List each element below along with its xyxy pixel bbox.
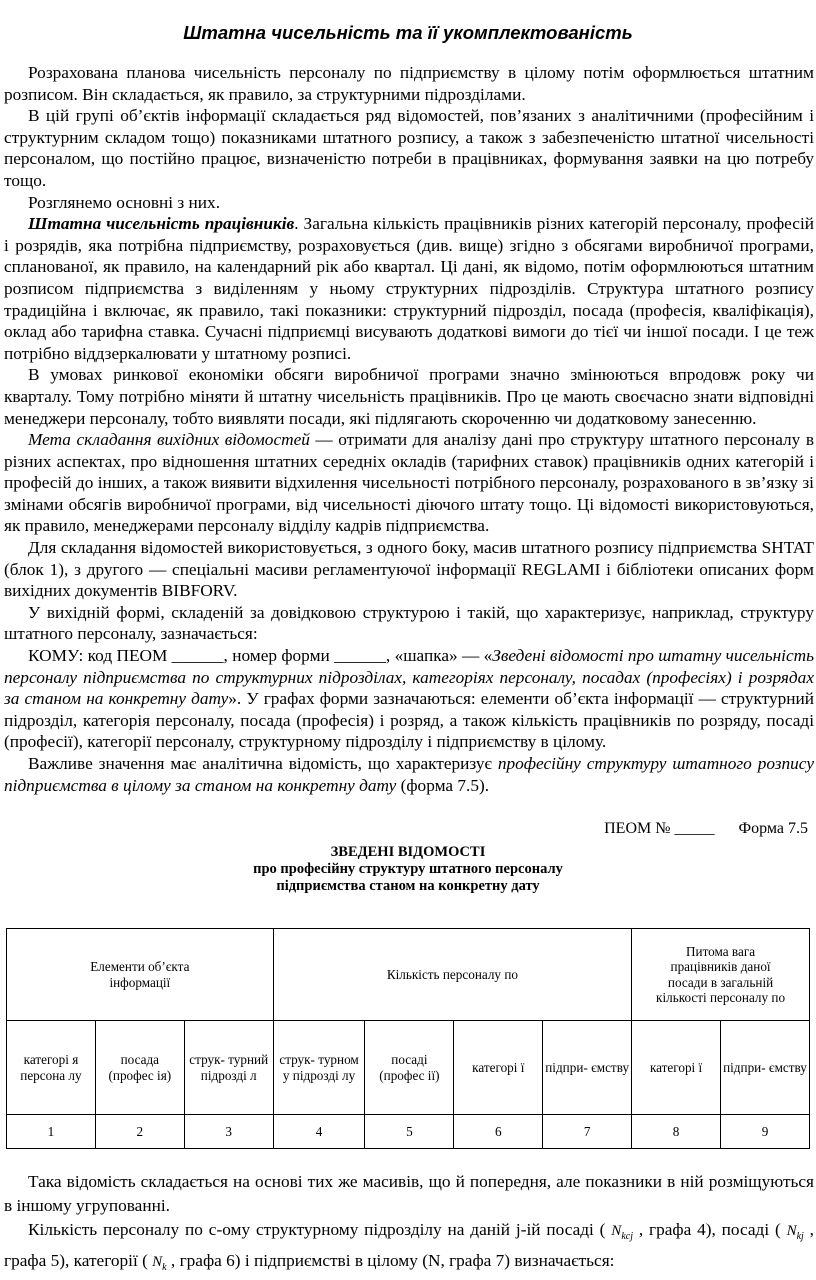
paragraph-5: В умовах ринкової економіки обсяги виробничої програми значно змінюються впродовж року чи кварталу. Тому потрібно міняти й штатну чисельність працівників. Про це мають своєчасно знати відповідні менеджери персоналу, тобто виявляти посади, які підлягають скороченню чи додатковому занесенню.	[4, 365, 814, 428]
paragraph-1: Розрахована планова чисельність персоналу по підприємству в цілому потім оформлюється штатним розписом. Він складається, як правило, за структурними підрозділами.	[4, 63, 814, 104]
col-header-category: категорі я персона лу	[7, 1021, 96, 1115]
table-header-row-columns	[7, 1021, 810, 1115]
col-header-count-position: посаді (профес ії)	[365, 1021, 454, 1115]
paragraph-4-text: . Загальна кількість працівників різних категорій персоналу, професій і розрядів, яка потрібна підприємству, розраховується (див. вище) згідно з обсягами виробничої програми, спланованої, як правило, на календарний рік або квартал. Ці дані, як відомо, потім оформлюються штатним розписом підприємства з виділенням у ньому структурних підрозділів. Структура штатного розпису традиційна і включає, як правило, такі показники: структурний підрозділ, посада (професія, кваліфікація), оклад або тарифна ставка. Сучасні підприємці висувають додаткові вимоги до тієї чи іншої посади. І це теж потрібно віддзеркалювати у штатному розписі.	[4, 214, 815, 363]
table-title-line-1: ЗВЕДЕНІ ВІДОМОСТІ	[330, 844, 486, 860]
paragraph-6-text: — отримати для аналізу дані про структуру штатного персоналу в різних аспектах, про відношення штатних середніх окладів (тарифних ставок) працівників одних категорій і професій до інших, а також виявити відхилення чисельності потрібного персоналу, розрахованого в зв’язку зі змінами обсягів виробничої програми, від чисельності діючого штату тощо. Ці відомості використовуються, як правило, менеджерами персоналу відділу кадрів підприємства.	[4, 430, 814, 536]
group-header-share: Питома вага працівників даної посади в загальній кількості персоналу по	[632, 929, 810, 1021]
symbol-base: N	[152, 1254, 163, 1270]
symbol-base: N	[786, 1223, 797, 1239]
symbol-subscript: kj	[796, 1231, 804, 1242]
paragraph-10	[4, 753, 814, 796]
group-header-count: Кількість персоналу по	[273, 929, 631, 1021]
col-header-share-enterprise: підпри- ємству	[721, 1021, 810, 1115]
symbol-nkj	[786, 1223, 804, 1242]
table-cell: 7	[543, 1115, 632, 1149]
group-header-elements: Елементи об’єкта інформації	[7, 929, 274, 1021]
paragraph-7: Для складання відомостей використовується, з одного боку, масив штатного розпису підприємства SHTAT (блок 1), з другого — спеціальні масиви регламентуючої інформації REGLAMI і бібліотеки описаних форм вихідних документів BIBFORV.	[4, 538, 814, 601]
table-title	[0, 844, 816, 895]
form-number: Форма 7.5	[738, 820, 808, 837]
paragraph-10-start: Важливе значення має аналітична відомість, що характеризує	[28, 754, 498, 773]
var-c: c	[208, 1220, 217, 1239]
table-cell: 9	[721, 1115, 810, 1149]
symbol-subscript: kcj	[621, 1231, 633, 1242]
text-fragment: , графа 5), категорії (	[4, 1220, 814, 1270]
text-fragment: -ій посаді (	[520, 1220, 612, 1239]
paragraph-3: Розглянемо основні з них.	[28, 192, 221, 212]
text-fragment: , графа 6) і підприємстві в цілому (	[166, 1251, 428, 1270]
table-cell: 6	[454, 1115, 543, 1149]
paragraph-6	[4, 429, 814, 537]
table-header-row-groups	[7, 929, 810, 1021]
table-title-line-2: про професійну структуру штатного персоналу	[253, 861, 563, 877]
symbol-subscript: k	[162, 1262, 167, 1273]
staff-count-term: Штатна чисельність працівників	[28, 214, 295, 234]
var-n: N	[427, 1251, 441, 1270]
paragraph-4	[4, 213, 814, 364]
paragraph-9-end: ». У графах форми зазначаються: елементи об’єкта інформації — структурний підрозділ, категорія персоналу, посада (професія) і розряд, а також кількість працівників по розряду, посаді (професії), категорії персоналу, структурному підрозділу і підприємству в цілому.	[4, 689, 814, 752]
text-fragment: , графа 4), посаді (	[632, 1220, 787, 1239]
peom-number: ПЕОМ № _____	[604, 820, 715, 837]
table-cell: 3	[184, 1115, 273, 1149]
bottom-paragraph-2	[4, 1218, 814, 1280]
table-cell: 4	[273, 1115, 365, 1149]
professional-structure-term: професійну структуру штатного розпису підприємства в цілому за станом на конкретну дату	[4, 754, 814, 795]
col-header-count-enterprise: підпри- ємству	[543, 1021, 632, 1115]
text-fragment: , графа 7) визначається:	[440, 1251, 615, 1270]
summary-table	[6, 928, 810, 1149]
col-header-share-category: категорі ї	[632, 1021, 721, 1115]
col-header-count-subdivision: струк- турном у підрозді лу	[273, 1021, 365, 1115]
col-header-count-category: категорі ї	[454, 1021, 543, 1115]
paragraph-10-end: (форма 7.5).	[396, 775, 490, 795]
paragraph-2: В цій групі об’єктів інформації складається ряд відомостей, пов’язаних з аналітичними (професійним і структурним складом тощо) показниками штатного розпису, а також з забезпеченістю штатної чисельності персоналом, що постійно працює, визначеністю потреби в працівниках, формування заявки на цю потребу тощо.	[4, 106, 814, 190]
symbol-base: N	[611, 1223, 622, 1239]
paragraph-8: У вихідній формі, складеній за довідковою структурою і такій, що характеризує, наприклад, структуру штатного персоналу, зазначається:	[4, 602, 814, 644]
table-cell: 8	[632, 1115, 721, 1149]
col-header-position: посада (профес ія)	[95, 1021, 184, 1115]
goal-term: Мета складання вихідних відомостей	[28, 430, 310, 450]
symbol-nkcj	[611, 1223, 633, 1242]
form-header	[604, 820, 808, 838]
bottom-paragraph-1: Така відомість складається на основі тих же масивів, що й попередня, але показники в ній розміщуються в іншому угрупованні.	[4, 1172, 814, 1215]
paragraph-9	[4, 645, 814, 753]
table-row-numbers	[7, 1115, 810, 1149]
page-title: Штатна чисельність та її укомплектованість	[183, 22, 633, 43]
var-j: j	[515, 1220, 521, 1239]
col-header-subdivision: струк- турний підрозді л	[184, 1021, 273, 1115]
text-fragment: Кількість персоналу по	[28, 1220, 209, 1239]
table-cell: 5	[365, 1115, 454, 1149]
body-text	[4, 62, 814, 796]
symbol-nk	[152, 1254, 167, 1273]
paragraph-9-start: КОМУ: код ПЕОМ ______, номер форми ______, «шапка» — «	[28, 646, 493, 666]
table-title-line-3: підприємства станом на конкретну дату	[276, 878, 540, 894]
table-cell: 1	[7, 1115, 96, 1149]
bottom-text	[4, 1170, 814, 1280]
table-cell: 2	[95, 1115, 184, 1149]
header-quote: Зведені відомості про штатну чисельність персоналу підприємства по структурних підрозділах, категоріях персоналу, посадах (професіях) і розрядах за станом на конкретну дату	[4, 646, 814, 709]
text-fragment: -ому структурному підрозділу на даній	[216, 1220, 516, 1239]
